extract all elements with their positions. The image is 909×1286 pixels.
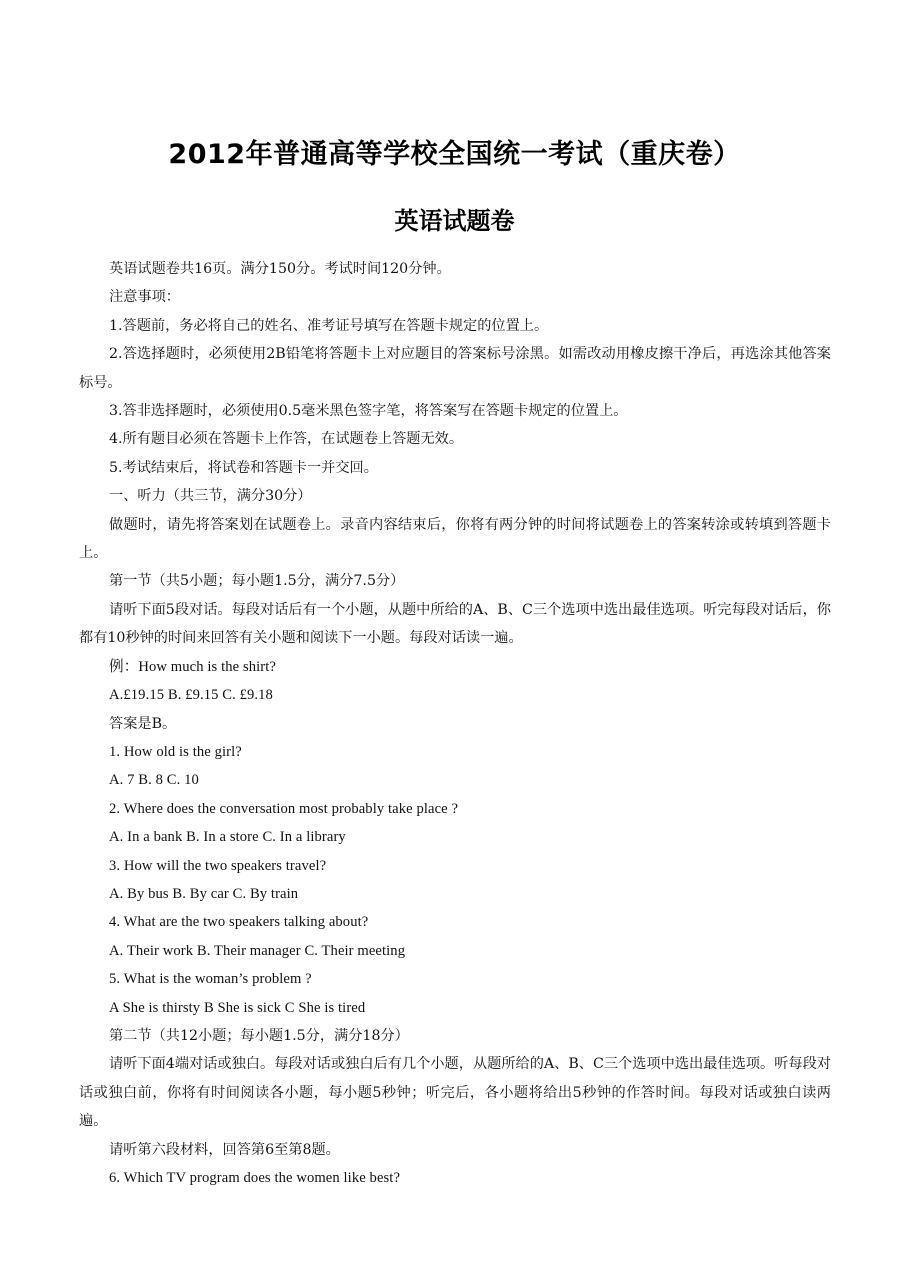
question-3: 3. How will the two speakers travel? xyxy=(109,857,327,874)
notice-item-1: 1.答题前，务必将自己的姓名、准考证号填写在答题卡规定的位置上。 xyxy=(109,317,549,334)
notice-heading: 注意事项： xyxy=(109,289,180,306)
notice-item-2: 2.答选择题时，必须使用2B铅笔将答题卡上对应题目的答案标号涂黑。如需改动用橡皮擦干净后，再选涂其他答案标号。 xyxy=(79,346,831,391)
exam-info: 英语试题卷共16页。满分150分。考试时间120分钟。 xyxy=(109,261,451,277)
question-1-options: A. 7 B. 8 C. 10 xyxy=(109,772,199,789)
question-4: 4. What are the two speakers talking about? xyxy=(109,914,369,931)
material-6-instruction: 请听第六段材料，回答第6至第8题。 xyxy=(109,1141,340,1158)
question-6: 6. Which TV program does the women like best? xyxy=(109,1170,401,1186)
exam-title: 2012年普通高等学校全国统一考试（重庆卷） xyxy=(168,139,741,170)
example-question: 例：How much is the shirt? xyxy=(109,658,276,675)
example-answer: 答案是B。 xyxy=(109,715,177,732)
question-5-options: A She is thirsty B She is sick C She is tired xyxy=(109,999,366,1016)
question-4-options: A. Their work B. Their manager C. Their meeting xyxy=(109,942,406,959)
question-2-options: A. In a bank B. In a store C. In a library xyxy=(109,829,346,846)
part-one-heading: 第一节（共5小题；每小题1.5分，满分7.5分） xyxy=(109,573,405,590)
listening-instructions: 做题时，请先将答案划在试题卷上。录音内容结束后，你将有两分钟的时间将试题卷上的答案转涂或转填到答题卡上。 xyxy=(79,516,831,562)
notice-item-5: 5.考试结束后，将试卷和答题卡一并交回。 xyxy=(109,459,378,476)
exam-body xyxy=(79,255,831,1192)
exam-subtitle: 英语试题卷 xyxy=(394,207,515,235)
part-one-instructions: 请听下面5段对话。每段对话后有一个小题，从题中所给的A、B、C三个选项中选出最佳选项。听完每段对话后，你都有10秒钟的时间来回答有关小题和阅读下一小题。每段对话读一遍。 xyxy=(79,601,831,647)
question-1: 1. How old is the girl? xyxy=(109,743,242,760)
part-two-instructions: 请听下面4端对话或独白。每段对话或独白后有几个小题，从题所给的A、B、C三个选项中选出最佳选项。听每段对话或独白前，你将有时间阅读各小题，每小题5秒钟；听完后，各小题将给出5秒钟的作答时间。每段对话或独白读两遍。 xyxy=(79,1056,831,1130)
question-2: 2. Where does the conversation most probably take place ? xyxy=(109,800,459,817)
question-3-options: A. By bus B. By car C. By train xyxy=(109,885,299,902)
notice-item-4: 4.所有题目必须在答题卡上作答，在试题卷上答题无效。 xyxy=(109,431,464,448)
section-heading-listening: 一、听力（共三节，满分30分） xyxy=(109,488,312,505)
notice-item-3: 3.答非选择题时，必须使用0.5毫米黑色签字笔，将答案写在答题卡规定的位置上。 xyxy=(109,403,628,420)
part-two-heading: 第二节（共12小题；每小题1.5分，满分18分） xyxy=(109,1027,409,1044)
question-5: 5. What is the woman’s problem ? xyxy=(109,971,312,988)
example-options: A.£19.15 B. £9.15 C. £9.18 xyxy=(109,687,273,704)
